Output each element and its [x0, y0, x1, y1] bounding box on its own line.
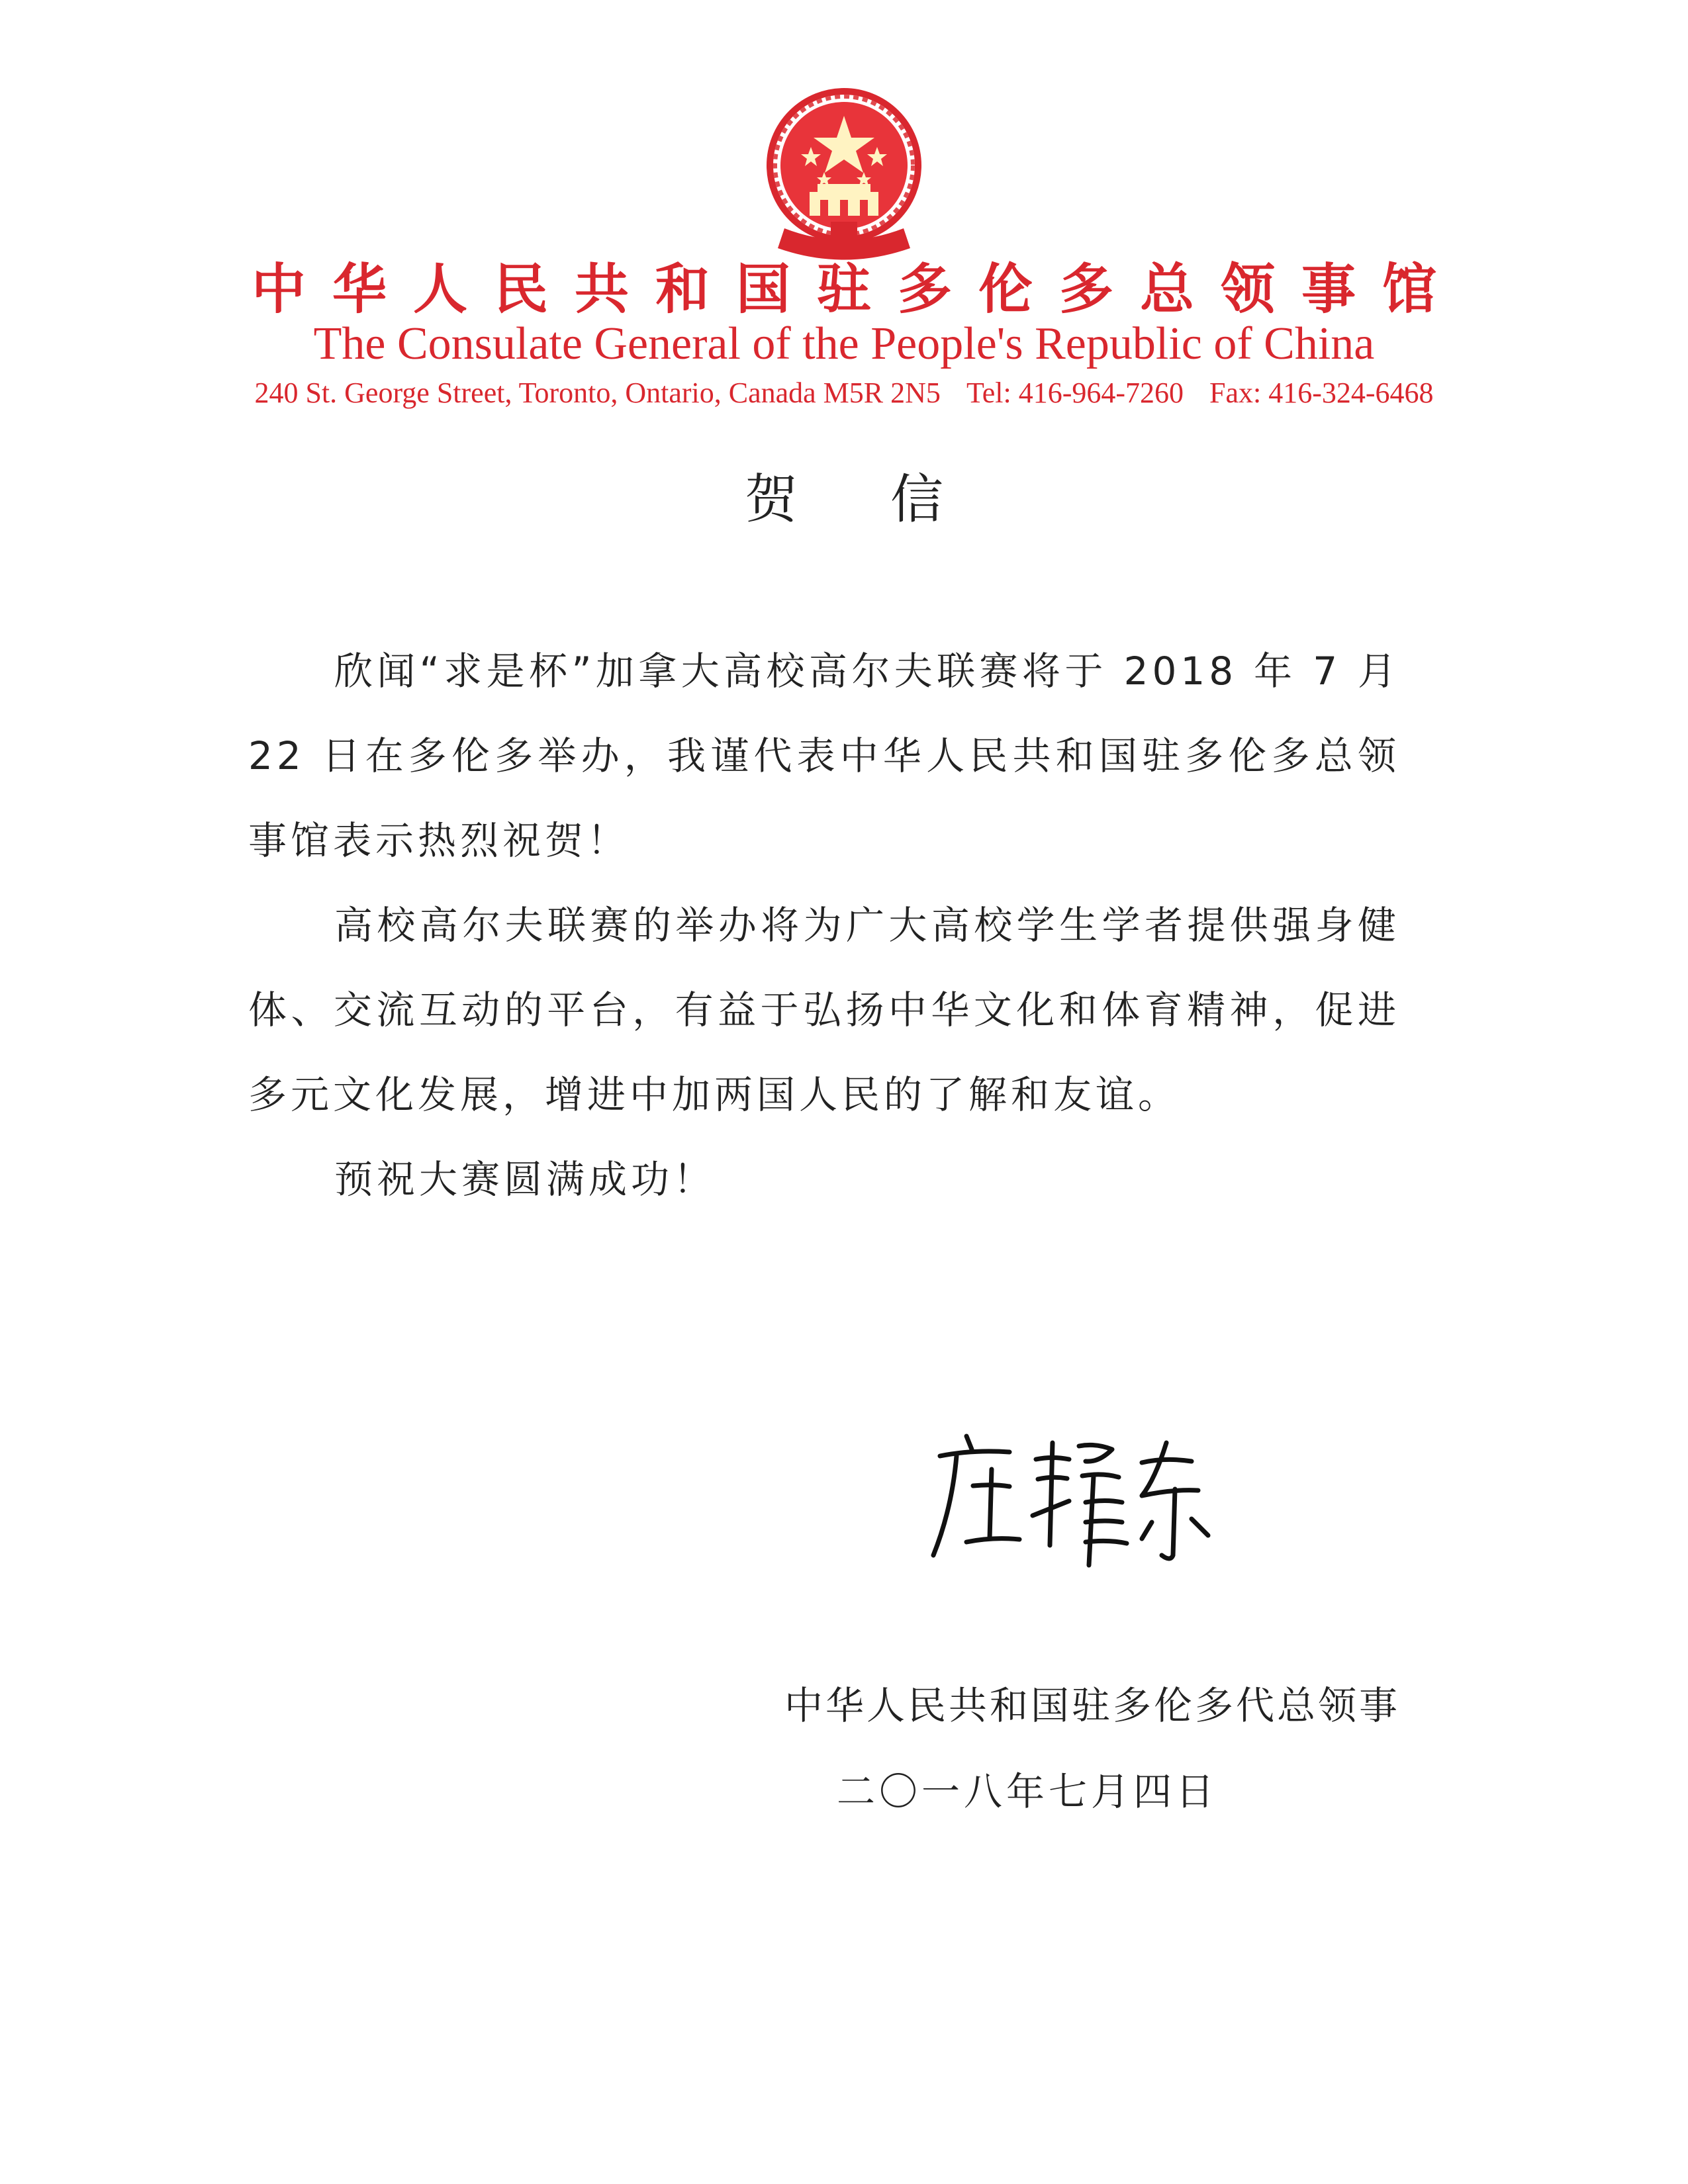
body-paragraph: 高校高尔夫联赛的举办将为广大高校学生学者提供强身健体、交流互动的平台，有益于弘扬中华文化和体育精神，促进多元文化发展，增进中加两国人民的了解和友谊。: [248, 903, 1400, 1117]
body-paragraph: 预祝大赛圆满成功！: [334, 1157, 716, 1202]
handwritten-signature: [920, 1423, 1225, 1582]
contact-line: [0, 376, 1688, 410]
telephone-text: Tel: 416-964-7260: [966, 377, 1184, 409]
national-emblem-icon: [751, 86, 937, 271]
fax-text: Fax: 416-324-6468: [1209, 377, 1434, 409]
letter-body: [248, 629, 1400, 1222]
signer-title: 中华人民共和国驻多伦多代总领事: [784, 1683, 1400, 1728]
letter-title: 贺信: [745, 469, 1036, 530]
consulate-name-english: The Consulate General of the People's Republic of China: [313, 318, 1375, 369]
consulate-name-chinese: 中华人民共和国驻多伦多总领事馆: [251, 258, 1463, 321]
body-paragraph: 欣闻“求是杯”加拿大高校高尔夫联赛将于 2018 年 7 月 22 日在多伦多举办，我谨代表中华人民共和国驻多伦多总领事馆表示热烈祝贺！: [248, 649, 1400, 863]
letter-date: 二〇一八年七月四日: [836, 1769, 1218, 1814]
address-text: 240 St. George Street, Toronto, Ontario, Canada M5R 2N5: [254, 377, 941, 409]
